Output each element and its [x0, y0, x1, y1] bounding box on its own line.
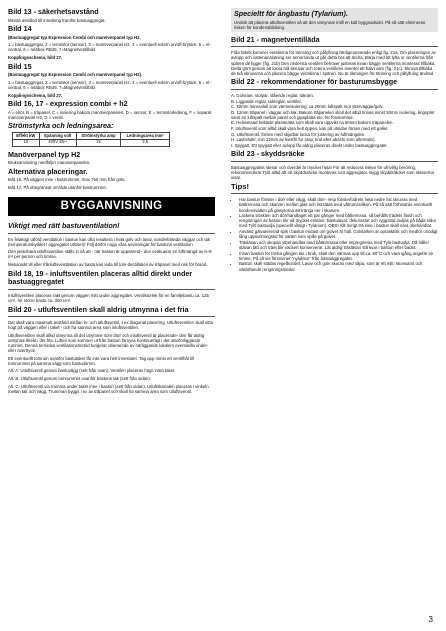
- list-item: D. 12mm träpanel i väggar och tak. Bakom träpanelen skall det alltid finnas minst 50mm isolering, ångspärr samt en luftspalt mellan panel och gipsplatta etc. för förekomma.: [231, 109, 435, 120]
- text-bild-13: Minsta avstånd till inredning framför bastuaggregat.: [8, 17, 106, 23]
- list-item: B. Liggande reglar, takreglar, ventiler.: [231, 98, 302, 104]
- wiring-bild-14: Kopplingsschema, bild 27.: [8, 55, 63, 61]
- divider: [231, 89, 438, 90]
- text-bild-20-3: Ett eventuellt tomrum ovanför bastutaket får inte vara helt inneslutet. Tag upp minst ett ventilhål till tomrummet på samma vägg som bastudörren.: [8, 355, 194, 366]
- divider: [8, 289, 215, 290]
- page-number: 3: [428, 615, 433, 624]
- subheading-bild-14: (Bastuaggregat typ Expression Combi och manöverpanel typ H2.: [8, 34, 141, 40]
- text-bild-20-1: Det skall vara maximalt avstånd mellan in- och utluftsventil, t ex diagonal placering. Utluftsventilen skall sitta högt på väggen eller i taket - och ha samma area som inluftsventilen.: [8, 320, 213, 331]
- heading-manoverpanel-h2: Manöverpanel typ H2: [8, 149, 81, 159]
- divider: [231, 161, 438, 162]
- heading-bild-15: Bild 15: [8, 61, 32, 71]
- list-item: C. 50mm mineralull som värmeisolering; ca 20mm luftspalt mot ytterväggar/golv.: [231, 104, 384, 110]
- text-alt-b: Alt. B: Utluftsventil genom tomrummet ovanför bastuns tak (sett från sidan).: [8, 375, 152, 381]
- text-bild-18-19: Inluftsventilen placeras rakt genom väggen mitt under aggregatet. Ventilstorlek för en familjebastu ca. 125 cm², för större bastu ca. 300 cm².: [8, 292, 209, 303]
- divider: [8, 233, 215, 234]
- table-cell: 10: [13, 139, 40, 146]
- table-header-spanning: Spänning volt: [39, 133, 76, 140]
- text-specieltt: Undvik att placera utluftsventilen så att den utmynnar intill en kall byggnadsdel. På så sätt elimineras risken för kondensbildning.: [234, 19, 426, 30]
- table-header-stromstyrka: Strömstyrka amp: [76, 133, 121, 140]
- text-bild-21: Från fabrik kommer ventilerna för tömning och påfyllning färdigmonterade enligt fig. 21a. Om placeringen av avlopp och vattenanslutning ser annorlunda ut går detta bra att ändra. Börja med att lyfta ur ventilerna från spären de ligger (fig. 21b) Den nedersta ventilen behöver justeras innan bägge ventilerna monteras tillbaka. Detta görs genom att lossa två skruvar och rotera ventilens överdel ett halvt varv (fig. 21c). Skruva tillbaka de två skruvarna och placera bägge ventilerna i spären. Nu är riktningen för tömning och påfyllning ändrad.: [231, 50, 436, 76]
- table-header-effekt: Effekt kW: [13, 133, 40, 140]
- wiring-bild-15: Kopplingsschema, bild 27.: [8, 92, 63, 98]
- list-item: A. Golvram, stolpar, stående reglar, takram.: [231, 92, 314, 98]
- divider: [231, 46, 438, 47]
- text-bild-16-17: A = elrör, B = träpanel, C = isolering bakom manöverpanelen, D = sensor, E = termistorledning, F = separat manöverpanel H2, G = ventil.: [8, 109, 212, 120]
- table-header-ledningsarea: Ledningsarea mm²: [121, 133, 170, 140]
- steam-sauna-box: [231, 8, 438, 32]
- text-bild-15: 1.= bastuaggregat, 2 = termistor (sensor), 3 = manöverpanel H2, 4 = eventuell extern on/off-brytare, 5 = el-central, 6 = reläbox RB45. 7=Magnetventilbild: [8, 79, 211, 90]
- table-cell: 2,5: [121, 139, 170, 146]
- text-bild-20-2: Utluftsventilen skall alltid utmynna till det utrymme som dörr och inluftsventil är placerade- den får aldrig utmynna direkt i det fria. Luften som kommer ut från bastun förnyas kontinuerligt i det utanförliggande rummet. Denna termiska ventilationsmetod fungerar oberoende av närliggande lokalers eventuella under- eller övertryck.: [8, 332, 209, 354]
- text-manoverpanel-h2: Bruksanvisning medföljer manöverpanelen.: [8, 160, 91, 166]
- list-item: • Bastun skall städas regelbundet. Lavar och golv skuras med såpa, som är ett milt, skonsamt och väldoftande rengöringsmedel.: [239, 261, 438, 271]
- text-viktigt-1: En felaktigt utförd ventilation i bastun kan ofta resultera i heta golv och lavar, sönderbrända väggar och tak (temperaturskyddet i aggregatet utlöser)! Följ därför noga våra anvisningar för bastuns ventilation.: [8, 236, 211, 247]
- list-item: • Lackera trösklen och dörrhandtaget ett par gånger med båtlermssa, så behålls trädets finish och rengöringen av bastun blir så mycket enklare. Bastulavar, dekoraster och ryggstöd inuljas på båda sidor med Tylö bastuolja (speciellt viktigt i Tylarium). OBS! Allt övrigt trä inne i bastun skall vara obehandlat.: [239, 213, 438, 228]
- heading-bild-23: Bild 23 - skyddsräcke: [231, 149, 305, 159]
- list-item: • Träslävan och skopan ytbehandlas med båttermissa eller impregneras med Tylö bastuolja. Då håller stävan tätt och träet blir vackert konserverat. Lät aldrig träslävan stå kvar i bastun efter badet.: [239, 240, 438, 250]
- list-item: E. Helsvetsad heltäckt plastmatta som skall vara uppvikt ca 50mm bakom träpanelen.: [231, 120, 394, 126]
- text-alt-bild-17: Bild 17. På obegränsat område utanför bastrummet.: [8, 184, 107, 190]
- heading-bild-22: Bild 22 - rekommendationer för basturumsbygge: [231, 77, 398, 87]
- heading-alternativa-placeringar: Alternativa placeringar.: [8, 166, 88, 176]
- right-column: [231, 8, 438, 272]
- divider: [231, 193, 438, 194]
- divider: [8, 316, 215, 317]
- text-alt-c: Alt. C: Utluftsventil via trumma under taket inne i bastun (sett från sidan). Utluftskanalen placeras i vinkeln mellan tak och vägg. Trumman byggs i ex av träpanel och skall ha samma area som utluftsventil.: [8, 383, 209, 394]
- heading-bild-16-17: Bild 16, 17 - expression combi + h2: [8, 99, 128, 109]
- table-cell: 15: [76, 139, 121, 146]
- list-item: I. Spygatt. Ett spygatt eller avlopp får aldrig placeras direkt under bastuaggregatet.: [231, 142, 388, 148]
- heading-viktigt: Viktigt med rätt bastuventilation!: [8, 221, 120, 231]
- tips-list: [231, 197, 438, 271]
- subheading-bild-15: (Bastuaggregat typ Expression Combi och manöverpanel typ H2).: [8, 72, 143, 78]
- list-item: F. Inluftsventil som alltid skall vara helt öppen, kan på utsidan förses med ett galler.: [231, 126, 389, 131]
- heading-bild-21: Bild 21 - magnetventilläda: [231, 34, 320, 44]
- text-bild-23: Bastuaggregatets stenar och överdel är mycket heta! För att reducera risken för ofrivillig beröring, rekommenderar Tylö alltid att ett skyddsräcke monteras runt aggregatet. Bygg skyddsräcket som skisserna visar.: [231, 164, 434, 181]
- list-item: • Har bastun fönster i dörr eller vägg, skall dörr- resp fönsterfodrets heta nedre list skruvas med bättremssa och skarven mellan glas och list tätas med våtrumssilikon. På så sätt förhindras eventuellt kondensvatten på glasytorna att tränga ner i skarven.: [239, 197, 438, 212]
- list-item: • Använd galvaniserad spik i bastun endast om golvet är hall. Golvlarken är oprasktisk och medför onödigt lång upptorkningstid för vatten som spills på golvet.: [239, 229, 438, 239]
- current-table: [12, 132, 170, 147]
- heading-tips: Tips!: [231, 181, 250, 191]
- heading-specieltt: Specieltt för ångbastu (Tylarium).: [234, 9, 348, 18]
- table-cell: 400V 3N~: [39, 139, 76, 146]
- heading-bild-14: Bild 14: [8, 24, 32, 34]
- text-viktigt-3: Mekaniskt till eller frånluftsventilation av bastu kan leda till tom-destillation av träpanel med risk för brand.: [8, 262, 208, 268]
- text-bild-14: 1.= bastuaggregat, 2 = termistor (sensor), 3 = manöverpanel H2, 4 = eventuell extern on/off-brytare, 5 = el-central, 6 = reläbox RB45, 7=Magnetventilbild: [8, 42, 211, 53]
- heading-bild-18-19: Bild 18, 19 - inluftsventilen placeras alltid direkt under bastuaggregatet: [8, 268, 193, 287]
- list-item: • Innan bastun för första gången tas i bruk, skall den värmas upp till ca. 90°C och vara igång ungefär en timme. På så vis försvinner "nylukten" från bastuaggregatet.: [239, 251, 438, 261]
- table-row: [13, 139, 170, 146]
- heading-bild-20: Bild 20 - utluftsventilen skall aldrig utmynna i det fria: [8, 304, 189, 314]
- text-alt-bild-16: Bild 16. På väggen inne i bastrummet, max 760 mm från golv.: [8, 177, 126, 183]
- heading-bild-13: Bild 13 - säkerhetsavstånd: [8, 7, 99, 16]
- list-item: H. Lavbräder, min 22mm av kvistfri fur (asp, lind eller abachi som alternativ).: [231, 137, 376, 143]
- list-item: G. Utluftsventil, förses med skjutbar lucka för justering av luftmängden.: [231, 131, 366, 137]
- text-viktigt-2: Den jaslerbara utluftsventilen ställs in så att - när bastun är uppvärmd - den evakuerar en luftmängd av 6–8 m³ per person och timme.: [8, 249, 212, 260]
- section-banner: BYGGANVISNING: [8, 197, 215, 216]
- heading-stromstyrka: Strömstyrka och ledningsarea:: [8, 121, 114, 131]
- left-column: [8, 8, 215, 396]
- text-alt-a: Alt. A: Utluftsventil genom bastuvägg (sett från ovan). Ventilen placeras högt, nära taket.: [8, 368, 176, 374]
